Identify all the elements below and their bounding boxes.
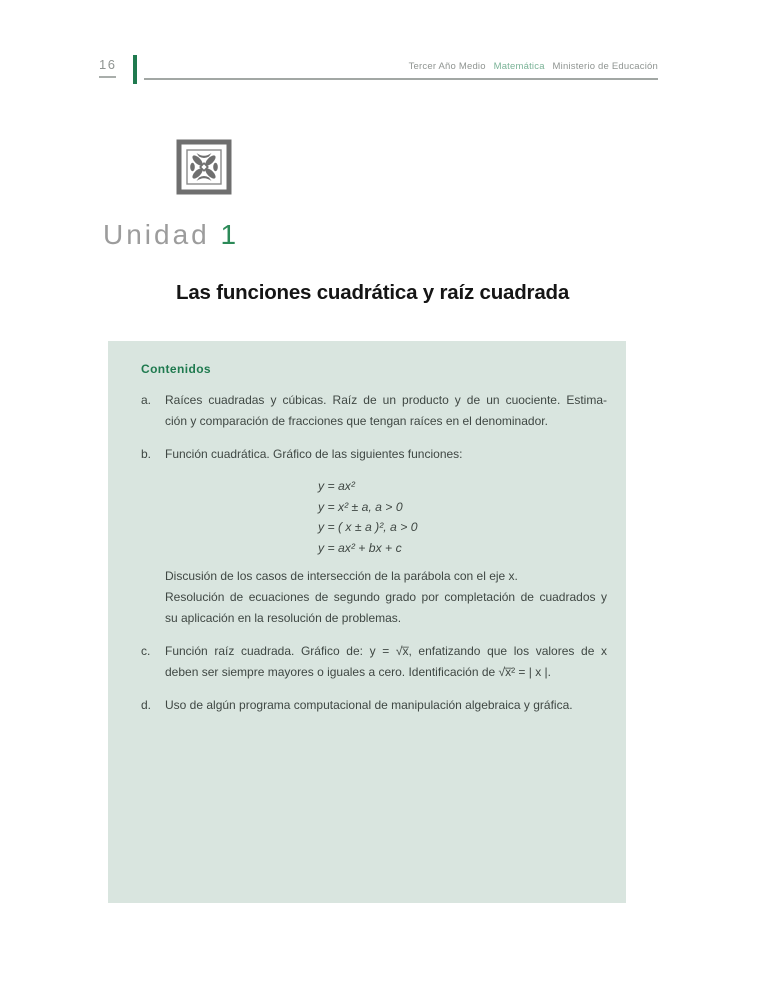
- item-text: [165, 390, 607, 432]
- item-text: [165, 641, 607, 683]
- formula-line: y = x² ± a, a > 0: [318, 499, 403, 514]
- running-header: [409, 61, 658, 72]
- page-number: 16: [99, 57, 116, 78]
- contents-box: [108, 341, 626, 903]
- floral-tile-ornament-icon: [176, 139, 232, 195]
- text-line: Discusión de los casos de intersección de la parábola con el eje x.: [165, 569, 518, 583]
- item-label: b.: [141, 447, 152, 461]
- unit-number: 1: [220, 219, 240, 250]
- formula-line: y = ax² + bx + c: [318, 540, 402, 555]
- header-rule: [144, 78, 658, 80]
- formula-line: y = ( x ± a )², a > 0: [318, 520, 418, 534]
- text-line: deben ser siempre mayores o iguales a cero. Identificación de √x̅² = | x |.: [165, 665, 552, 679]
- header-accent-bar: [133, 55, 137, 84]
- list-item-b: [141, 444, 607, 629]
- item-label: c.: [141, 644, 151, 658]
- header-subject: Matemática: [493, 61, 545, 72]
- text-line: Raíces cuadradas y cúbicas. Raíz de un producto y de un cuociente. Estima-: [165, 393, 607, 407]
- item-continuation: [165, 566, 607, 629]
- page-title: Las funciones cuadrática y raíz cuadrada: [176, 281, 570, 304]
- list-item-c: [141, 641, 607, 683]
- text-line: Función raíz cuadrada. Gráfico de: y = √x̅, enfatizando que los valores de x: [165, 644, 607, 658]
- item-text: [165, 695, 607, 716]
- unit-heading: [103, 219, 239, 251]
- text-line: ción y comparación de fracciones que tengan raíces en el denominador.: [165, 414, 548, 428]
- text-line: Uso de algún programa computacional de manipulación algebraica y gráfica.: [165, 698, 573, 712]
- item-text: [165, 444, 607, 629]
- header-institution: Ministerio de Educación: [552, 61, 658, 72]
- unit-label: Unidad: [103, 219, 210, 250]
- formula-block: [318, 476, 607, 558]
- list-item-d: [141, 695, 607, 716]
- text-line: Resolución de ecuaciones de segundo grado por completación de cuadrados y: [165, 590, 607, 604]
- header-course: Tercer Año Medio: [408, 61, 486, 72]
- text-line: su aplicación en la resolución de problemas.: [165, 611, 402, 625]
- text-line: Función cuadrática. Gráfico de las siguientes funciones:: [165, 447, 463, 461]
- formula-line: y = ax²: [318, 479, 355, 493]
- item-label: a.: [141, 393, 152, 407]
- list-item-a: [141, 390, 607, 432]
- item-label: d.: [141, 698, 152, 712]
- contents-heading: Contenidos: [141, 362, 211, 376]
